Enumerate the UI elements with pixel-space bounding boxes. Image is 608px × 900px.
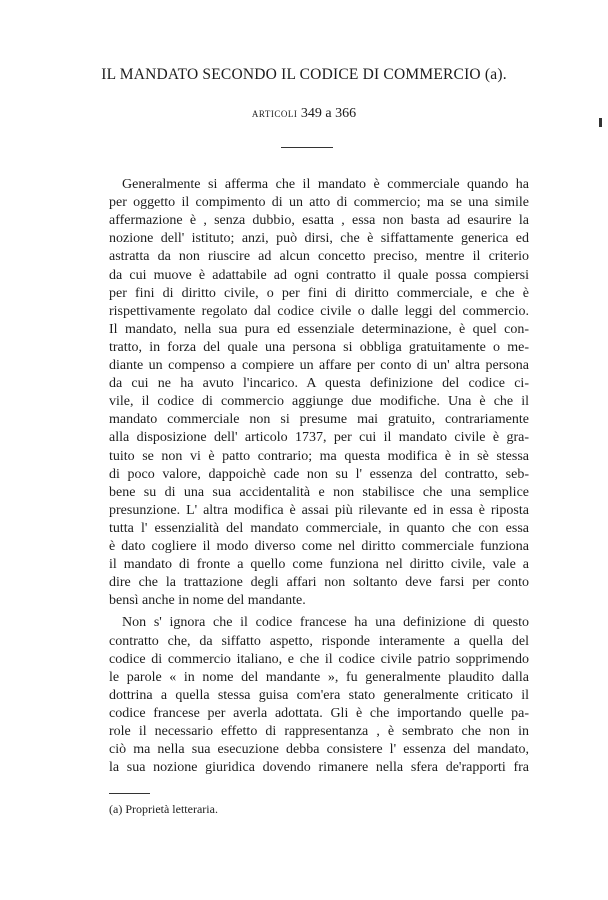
text-line: astratta da non riuscire ad alcun concetto preciso, mentre il criterio <box>109 249 529 265</box>
text-line: è dato cogliere il modo diverso come nel diritto commerciale funziona <box>109 539 529 554</box>
text-line: mandato commerciale non si presume mai gratuito, contrariamente <box>109 412 529 428</box>
page-title: IL MANDATO SECONDO IL CODICE DI COMMERCIO (a). <box>101 66 507 83</box>
text-line: tuito se non vi è patto contrario; ma questa modifica è in sè stessa <box>109 448 529 464</box>
text-line: di poco valore, dappoichè cade non su l' essenza del contratto, seb- <box>109 466 529 482</box>
text-line: ciò ma nella sua esecuzione debba consistere l' essenza del mandato, <box>109 742 529 758</box>
text-line: Generalmente si afferma che il mandato è commerciale quando ha <box>122 177 529 192</box>
text-line: codice di commercio italiano, e che il codice civile patrio sopprimendo <box>109 651 529 667</box>
text-line: da cui muove è adattabile ad ogni contratto il quale possa compiersi <box>109 267 529 283</box>
text-line: per fini di diritto civile, o per fini di diritto commerciale, e che è <box>109 285 529 301</box>
text-line: tutta l' essenzialità del mandato commerciale, in quanto che con essa <box>109 520 529 536</box>
text-line: presunzione. L' altra modifica è assai più rilevante ed in essa è riposta <box>109 502 529 518</box>
text-line: vile, il codice di commercio aggiunge due modifiche. Una è che il <box>109 394 529 410</box>
text-line: la sua nozione giuridica dovendo rimanere nella sfera de'rapporti fra <box>109 760 529 776</box>
text-line: bensì anche in nome del mandante. <box>109 593 306 609</box>
text-line: dire che la trattazione degli affari non soltanto deve farsi per conto <box>109 575 529 591</box>
text-line: bene su di una sua accidentalità e non stabilisce che una semplice <box>109 484 529 500</box>
text-line: role il necessario effetto di rappresentanza , è sembrato che non in <box>109 724 529 739</box>
text-line: Non s' ignora che il codice francese ha una definizione di questo <box>122 615 529 631</box>
text-line: rispettivamente regolato dal codice civile o dalle leggi del commercio. <box>109 303 529 319</box>
text-line: contratto che, da siffatto aspetto, risponde interamente a quella del <box>109 633 529 649</box>
text-line: tratto, in forza del quale una persona si obbliga gratuitamente o me- <box>109 339 529 355</box>
text-line: le parole « in nome del mandante », fu generalmente plaudito dalla <box>109 669 529 685</box>
title-divider <box>281 147 333 148</box>
text-line: per oggetto il compimento di un atto di commercio; ma se una simile <box>109 195 529 211</box>
text-line: affermazione è , senza dubbio, esatta , essa non basta ad esaurire la <box>109 213 529 229</box>
text-line: alla disposizione dell' articolo 1737, per cui il mandato civile è gra- <box>109 430 529 446</box>
footnote: (a) Proprietà letteraria. <box>109 802 218 816</box>
margin-mark <box>599 118 602 127</box>
text-line: codice francese per averla adottata. Gli è che importando quelle pa- <box>109 705 529 721</box>
text-line: nozione dell' istituto; anzi, può dirsi, che è siffattamente generica ed <box>109 231 529 247</box>
text-line: Il mandato, nella sua pura ed essenziale determinazione, è quel con- <box>109 321 529 337</box>
article-range-subtitle <box>0 105 608 122</box>
subtitle-range: 349 a 366 <box>300 106 357 121</box>
text-line: diante un compenso a compiere un affare per conto di un' altra persona <box>109 358 529 373</box>
text-line: il mandato di fronte a quello come funziona nel diritto civile, vale a <box>109 557 529 573</box>
text-line: dottrina a quella stessa guisa com'era stato generalmente criticato il <box>109 687 529 703</box>
subtitle-word: articoli <box>251 105 298 120</box>
text-line: da cui ne ha avuto l'incarico. A questa definizione del codice ci- <box>109 376 529 392</box>
footnote-divider <box>109 793 150 794</box>
